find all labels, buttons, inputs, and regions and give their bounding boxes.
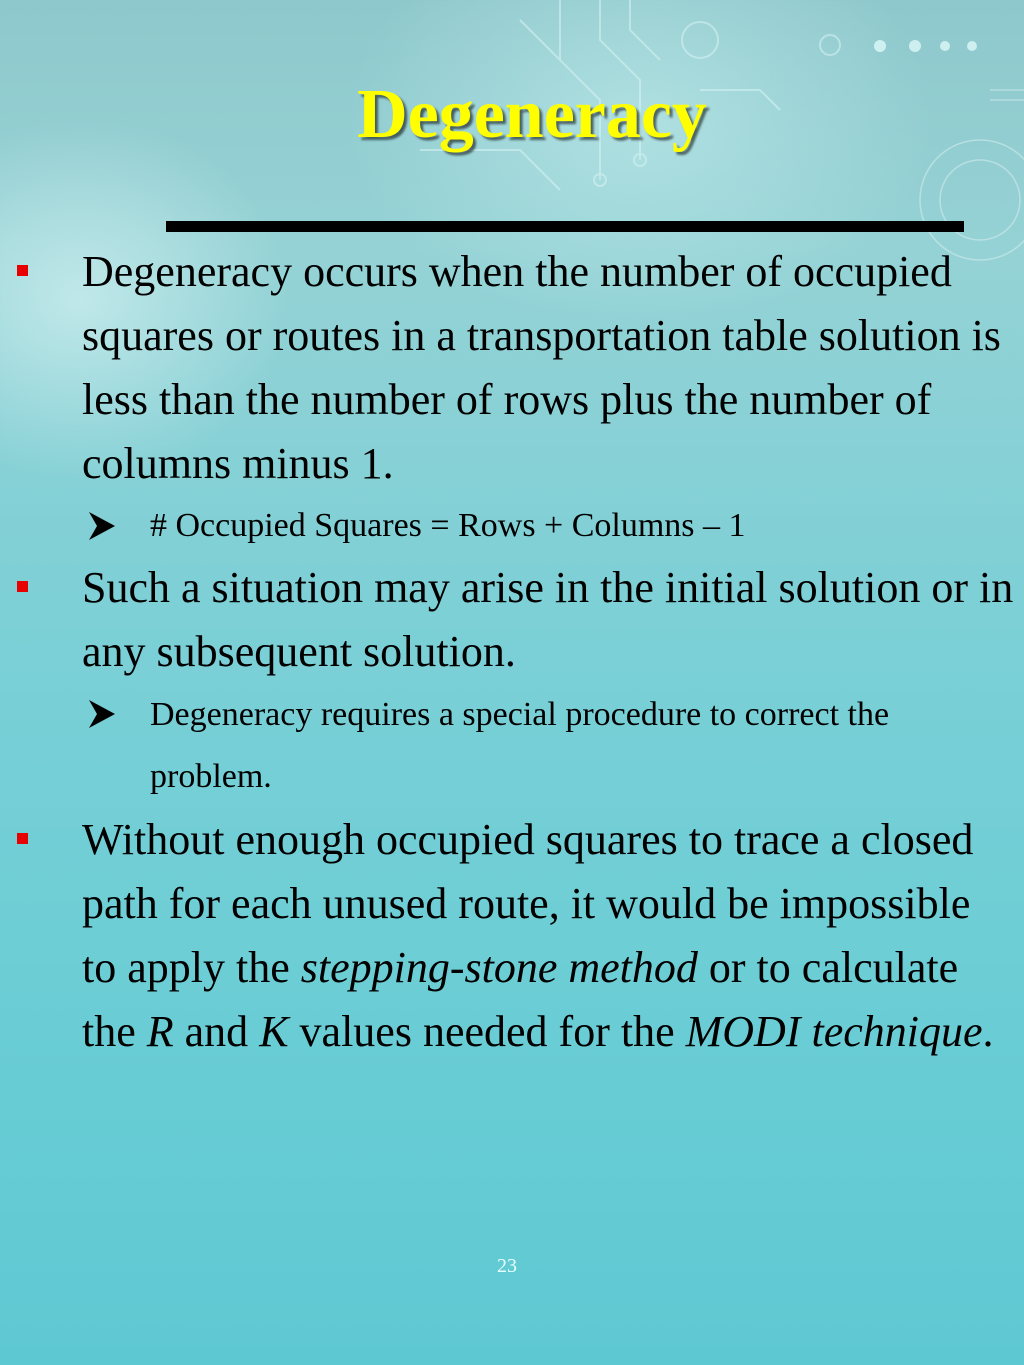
bullet-text-segment: Without enough occupied squares to trace a closed path for each unused route, it would be impossible to apply the <box>82 815 974 992</box>
page-number: 23 <box>497 1255 517 1277</box>
bullet-text-segment: . <box>982 1007 994 1056</box>
term-modi-technique: MODI technique <box>685 1007 983 1056</box>
bullet-text-segment: values needed for the <box>288 1007 686 1056</box>
bullet-item <box>0 556 1024 684</box>
square-bullet-icon <box>17 833 28 844</box>
sub-bullet-text: # Occupied Squares = Rows + Columns – 1 <box>150 507 746 544</box>
slide-content <box>0 240 1024 1064</box>
square-bullet-icon <box>17 581 28 592</box>
bullet-text: Degeneracy occurs when the number of occupied squares or routes in a transportation table solution is less than the number of rows plus the number of columns minus 1. <box>82 247 1001 488</box>
square-bullet-icon <box>17 265 28 276</box>
title-divider <box>166 221 964 232</box>
arrowhead-bullet-icon <box>85 684 125 744</box>
term-stepping-stone-method: stepping-stone method <box>300 943 698 992</box>
bullet-item <box>0 808 1024 1064</box>
bullet-text-segment: or to calculate the <box>82 943 959 1056</box>
arrowhead-bullet-icon <box>85 496 125 556</box>
bullet-text <box>82 815 994 1056</box>
term-k: K <box>259 1007 289 1056</box>
sub-bullet-item <box>0 684 1024 808</box>
bullet-text-segment: and <box>173 1007 260 1056</box>
bullet-item <box>0 240 1024 496</box>
sub-bullet-item <box>0 496 1024 556</box>
sub-bullet-text: Degeneracy requires a special procedure to correct the problem. <box>150 696 890 795</box>
slide-title: Degeneracy <box>357 76 707 153</box>
bullet-text: Such a situation may arise in the initial solution or in any subsequent solution. <box>82 563 1014 676</box>
term-r: R <box>146 1007 174 1056</box>
